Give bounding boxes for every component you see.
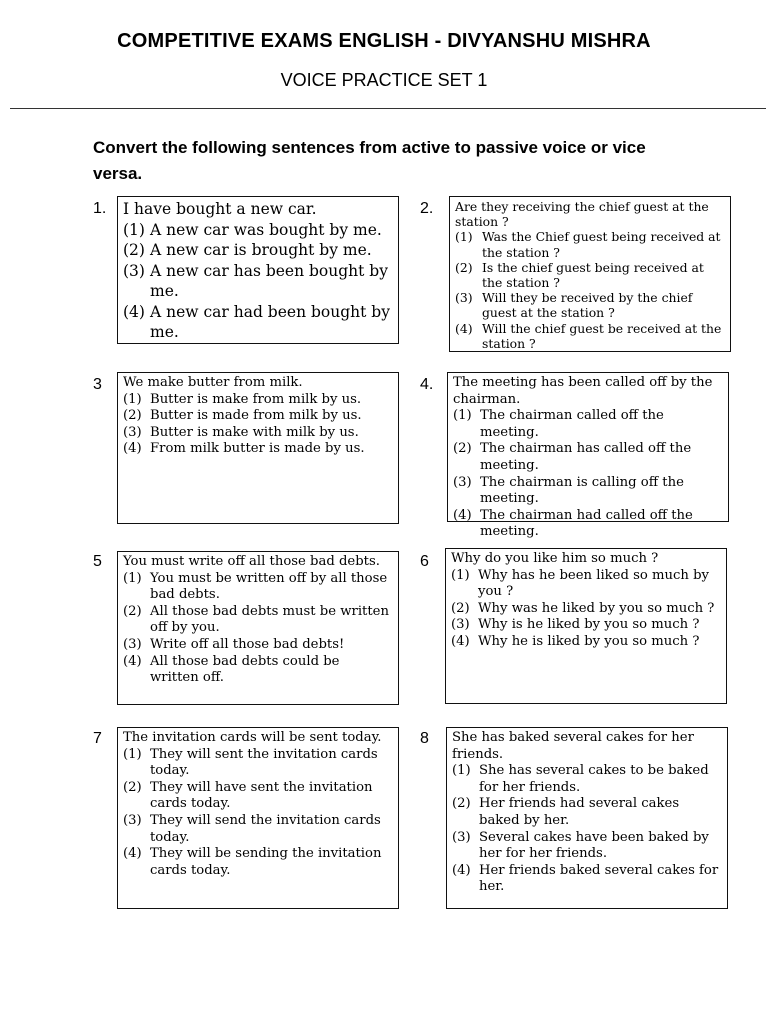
option: (4) The chairman had called off the meeting. <box>453 507 693 540</box>
question-text: The meeting has been called off by the chairman. <box>453 375 713 407</box>
option: (2) All those bad debts must be written off by you. <box>123 603 389 636</box>
option: (1) Butter is make from milk by us. <box>123 391 362 407</box>
question-text: I have bought a new car. <box>123 200 317 218</box>
option: (2) Why was he liked by you so much ? <box>451 600 715 616</box>
option: (3) Write off all those bad debts! <box>123 636 345 652</box>
option: (3) The chairman is calling off the meeting. <box>453 474 684 507</box>
option: (2) The chairman has called off the meeting. <box>453 441 692 473</box>
option: (2) Is the chief guest being received at the station ? <box>455 259 704 291</box>
option: (1) Why has he been liked so much by you ? <box>451 567 709 600</box>
question-text: Are they receiving the chief guest at the station ? <box>455 199 709 230</box>
option: (3) Several cakes have been baked by her for her friends. <box>452 829 709 862</box>
question-number: 1. <box>93 200 107 217</box>
question-number: 5 <box>93 553 102 570</box>
option: (4) Will the chief guest be received at the station ? <box>455 320 722 351</box>
option: (3) Butter is make with milk by us. <box>123 424 359 440</box>
option: (1) They will sent the invitation cards today. <box>123 746 378 779</box>
option: (1) You must be written off by all those bad debts. <box>123 570 388 603</box>
option: (3) They will send the invitation cards today. <box>123 812 381 845</box>
question-box <box>117 727 399 909</box>
question-box <box>445 548 727 704</box>
option: (4) Why he is liked by you so much ? <box>451 633 700 649</box>
option: (1) The chairman called off the meeting. <box>453 408 664 440</box>
option: (3) Why is he liked by you so much ? <box>451 617 700 633</box>
option: (2) They will have sent the invitation cards today. <box>123 779 373 812</box>
question-text: The invitation cards will be sent today. <box>123 730 382 745</box>
option: (4) All those bad debts could be written off. <box>123 653 340 686</box>
question-number: 6 <box>420 553 429 570</box>
option: (2) Butter is made from milk by us. <box>123 408 362 424</box>
option: (3) A new car has been bought by me. <box>123 261 388 300</box>
question-number: 3 <box>93 376 102 393</box>
option: (1) A new car was bought by me. <box>123 220 382 239</box>
option: (2) A new car is brought by me. <box>123 241 372 259</box>
question-box <box>117 551 399 705</box>
option: (1) She has several cakes to be baked for her friends. <box>452 763 709 795</box>
option: (2) Her friends had several cakes baked by her. <box>452 796 680 828</box>
question-number: 2. <box>420 200 434 217</box>
question-text: We make butter from milk. <box>123 375 303 390</box>
option: (4) They will be sending the invitation cards today. <box>123 846 382 878</box>
question-text: You must write off all those bad debts. <box>123 554 380 569</box>
question-text: Why do you like him so much ? <box>451 551 659 566</box>
question-text: She has baked several cakes for her friends. <box>452 730 694 762</box>
question-box <box>117 196 399 344</box>
option: (4) A new car had been bought by me. <box>123 302 390 341</box>
page-title: COMPETITIVE EXAMS ENGLISH - DIVYANSHU MISHRA <box>117 30 651 52</box>
option: (4) Her friends baked several cakes for her. <box>452 862 719 895</box>
question-box <box>447 372 729 540</box>
option: (4) From milk butter is made by us. <box>123 441 365 457</box>
option: (1) Was the Chief guest being received at the station ? <box>455 229 721 260</box>
question-box <box>449 196 731 352</box>
question-number: 8 <box>420 730 429 747</box>
option: (3) Will they be received by the chief guest at the station ? <box>455 290 693 321</box>
question-box <box>446 727 728 909</box>
question-number: 4. <box>420 376 434 393</box>
instruction-text: Convert the following sentences from active to passive voice or vice versa. <box>93 138 646 183</box>
question-number: 7 <box>93 730 102 747</box>
page-subtitle: VOICE PRACTICE SET 1 <box>280 70 488 90</box>
question-box <box>117 372 399 524</box>
header-divider <box>10 108 766 109</box>
